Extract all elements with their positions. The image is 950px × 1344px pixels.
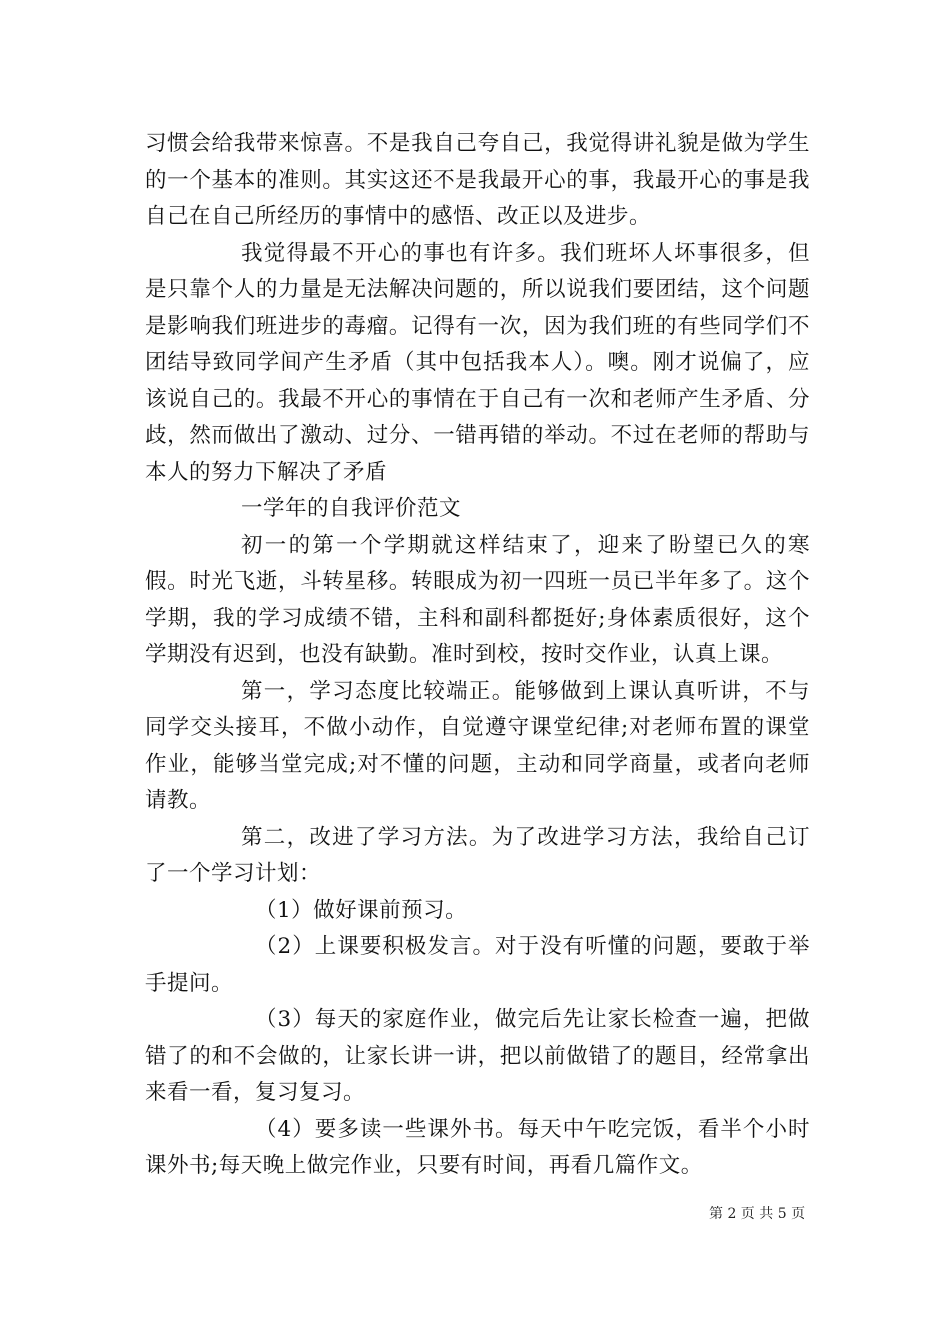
- paragraph: 初一的第一个学期就这样结束了，迎来了盼望已久的寒假。时光飞逝，斗转星移。转眼成为初一四班一员已半年多了。这个学期，我的学习成绩不错，主科和副科都挺好;身体素质很好，这个学期没有迟到，也没有缺勤。准时到校，按时交作业，认真上课。: [145, 532, 810, 667]
- list-item: （2）上课要积极发言。对于没有听懂的问题，要敢于举手提问。: [145, 934, 810, 996]
- paragraph: 第二，改进了学习方法。为了改进学习方法，我给自己订了一个学习计划：: [145, 824, 810, 886]
- list-item: （3）每天的家庭作业，做完后先让家长检查一遍，把做错了的和不会做的，让家长讲一讲，把以前做错了的题目，经常拿出来看一看，复习复习。: [145, 1007, 810, 1105]
- list-item: （1）做好课前预习。: [255, 897, 468, 923]
- section-heading: 一学年的自我评价范文: [241, 496, 462, 521]
- page-number-footer: 第 2 页 共 5 页: [709, 1206, 806, 1222]
- paragraph: 第一，学习态度比较端正。能够做到上课认真听讲，不与同学交头接耳，不做小动作，自觉遵守课堂纪律;对老师布置的课堂作业，能够当堂完成;对不懂的问题，主动和同学商量，或者向老师请教。: [145, 678, 810, 813]
- paragraph: 我觉得最不开心的事也有许多。我们班坏人坏事很多，但是只靠个人的力量是无法解决问题的，所以说我们要团结，这个问题是影响我们班进步的毒瘤。记得有一次，因为我们班的有些同学们不团结导致同学间产生矛盾（其中包括我本人）。噢。刚才说偏了，应该说自己的。我最不开心的事情在于自己有一次和老师产生矛盾、分歧，然而做出了激动、过分、一错再错的举动。不过在老师的帮助与本人的努力下解决了矛盾: [145, 240, 810, 485]
- list-item: （4）要多读一些课外书。每天中午吃完饭，看半个小时课外书;每天晚上做完作业，只要有时间，再看几篇作文。: [145, 1116, 810, 1178]
- paragraph: 习惯会给我带来惊喜。不是我自己夸自己，我觉得讲礼貌是做为学生的一个基本的准则。其实这还不是我最开心的事，我最开心的事是我自己在自己所经历的事情中的感悟、改正以及进步。: [145, 131, 810, 229]
- document-body: [145, 126, 810, 1185]
